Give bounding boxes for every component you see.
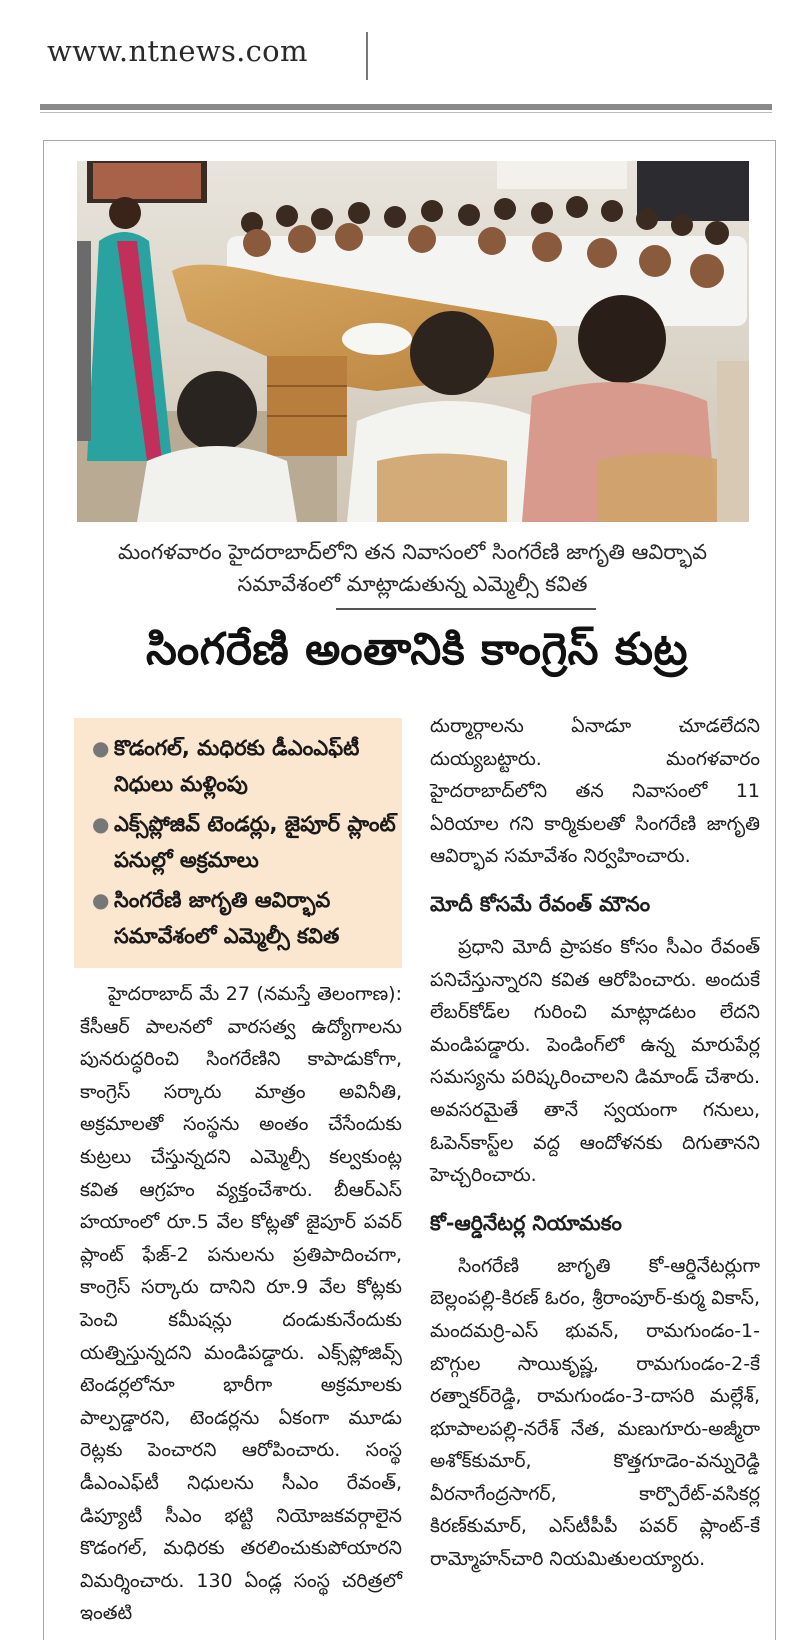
article-paragraph: సింగరేణి జాగృతి కో-ఆర్డినేటర్లుగా బెల్లంపల్లి-కిరణ్ ఓరం, శ్రీరాంపూర్-కుర్మ వికాస్, మందమర్రి-ఎస్ భువన్, రామగుండం-1-బొగ్గుల సాయికృష్ణ, రామగుండం-2-కే రత్నాకర్‌రెడ్డి, రామగుండం-3-దాసరి మల్లేశ్, భూపాలపల్లి-నరేశ్ నేత, మణుగూరు-అజ్మీరా అశోక్‌కుమార్, కొత్తగూడెం-వన్నురెడ్డి వీరనాగేంద్రసాగర్, కార్పొరేట్-వసికర్ల కిరణ్‌కుమార్, ఎస్‌టీపీపీ పవర్ ప్లాంట్-కే రామ్మోహన్‌చారి నియమితులయ్యారు. [430, 1254, 760, 1571]
site-url: www.ntnews.com [47, 34, 308, 68]
header-rule-thin [40, 112, 772, 113]
bullet-icon: ● [92, 736, 110, 760]
bullet-icon: ● [92, 888, 110, 912]
url-separator [366, 32, 368, 80]
article-paragraph: హైదరాబాద్ మే 27 (నమస్తే తెలంగాణ): కేసీఆర్ పాలనలో వారసత్వ ఉద్యోగాలను పునరుద్ధరించి సింగరేణిని కాపాడుకోగా, కాంగ్రెస్ సర్కారు మాత్రం అవినీతి, అక్రమాలతో సంస్థను అంతం చేసేందుకు కుట్రలు చేస్తున్నదని ఎమ్మెల్సీ కల్వకుంట్ల కవిత ఆగ్రహం వ్యక్తంచేశారు. బీఆర్ఎస్ హయాంలో రూ.5 వేల కోట్లతో జైపూర్ పవర్ ప్లాంట్ ఫేజ్-2 పనులను ప్రతిపాదించగా, కాంగ్రెస్ సర్కారు దానిని రూ.9 వేల కోట్లకు పెంచి కమీషన్లు దండుకునేందుకు యత్నిస్తున్నదని మండిపడ్డారు. ఎక్స్‌ప్లోజివ్స్ టెండర్లలోనూ భారీగా అక్రమాలకు పాల్పడ్డారని, టెండర్లను ఏకంగా మూడు రెట్లకు పెంచారని ఆరోపించారు. సంస్థ డీఎంఎఫ్‌టీ నిధులను సీఎం రేవంత్, డిప్యూటీ సీఎం భట్టి నియోజకవర్గాలైన కొడంగల్, మధిరకు తరలించుకుపోయారని విమర్శించారు. 130 ఏండ్ల సంస్థ చరిత్రలో ఇంతటి [80, 983, 402, 1625]
highlight-item [88, 806, 396, 878]
article-subhead: కో-ఆర్డినేటర్ల నియామకం [430, 1210, 622, 1235]
photo-caption-line2: సమావేశంలో మాట్లాడుతున్న ఎమ్మెల్సీ కవిత [237, 572, 588, 596]
photo-caption-line1: మంగళవారం హైదరాబాద్‌లోని తన నివాసంలో సింగరేణి జాగృతి ఆవిర్భావ [117, 540, 708, 564]
highlight-text: ఎక్స్‌ప్లోజివ్ టెండర్లు, జైపూర్ ప్లాంట్ పనుల్లో అక్రమాలు [114, 812, 396, 872]
header-rule [40, 104, 772, 110]
caption-rule [336, 608, 596, 610]
photo-illustration [77, 161, 749, 522]
highlight-item [88, 730, 396, 802]
article-headline: సింగరేణి అంతానికి కాంగ్రెస్ కుట్ర [145, 624, 688, 675]
highlight-item [88, 882, 396, 954]
news-photo [77, 161, 749, 522]
article-column-right [430, 710, 760, 1576]
article-subhead: మోదీ కోసమే రేవంత్ మౌనం [430, 891, 651, 916]
highlight-text: కొడంగల్, మధిరకు డీఎంఎఫ్‌టీ నిధులు మళ్లింపు [114, 736, 360, 796]
highlights-box [74, 718, 402, 968]
bullet-icon: ● [92, 812, 110, 836]
article-column-left [80, 978, 402, 1630]
highlight-text: సింగరేణి జాగృతి ఆవిర్భావ సమావేశంలో ఎమ్మెల్సీ కవిత [114, 888, 340, 948]
article-paragraph: ప్రధాని మోదీ ప్రాపకం కోసం సీఎం రేవంత్ పనిచేస్తున్నారని కవిత ఆరోపించారు. అందుకే లేబర్‌కోడ్‌ల గురించి మాట్లాడటం లేదని మండిపడ్డారు. పెండింగ్‌లో ఉన్న మారుపేర్ల సమస్యను పరిష్కరించాలని డిమాండ్ చేశారు. అవసరమైతే తానే స్వయంగా గనులు, ఓపెన్‌కాస్ట్‌ల వద్ద ఆందోళనకు దిగుతానని హెచ్చరించారు. [430, 935, 760, 1187]
article-paragraph: దుర్మార్గాలను ఏనాడూ చూడలేదని దుయ్యబట్టారు. మంగళవారం హైదరాబాద్‌లోని తన నివాసంలో 11 ఏరియాల గని కార్మికులతో సింగరేణి జాగృతి ఆవిర్భావ సమావేశం నిర్వహించారు. [430, 715, 760, 868]
